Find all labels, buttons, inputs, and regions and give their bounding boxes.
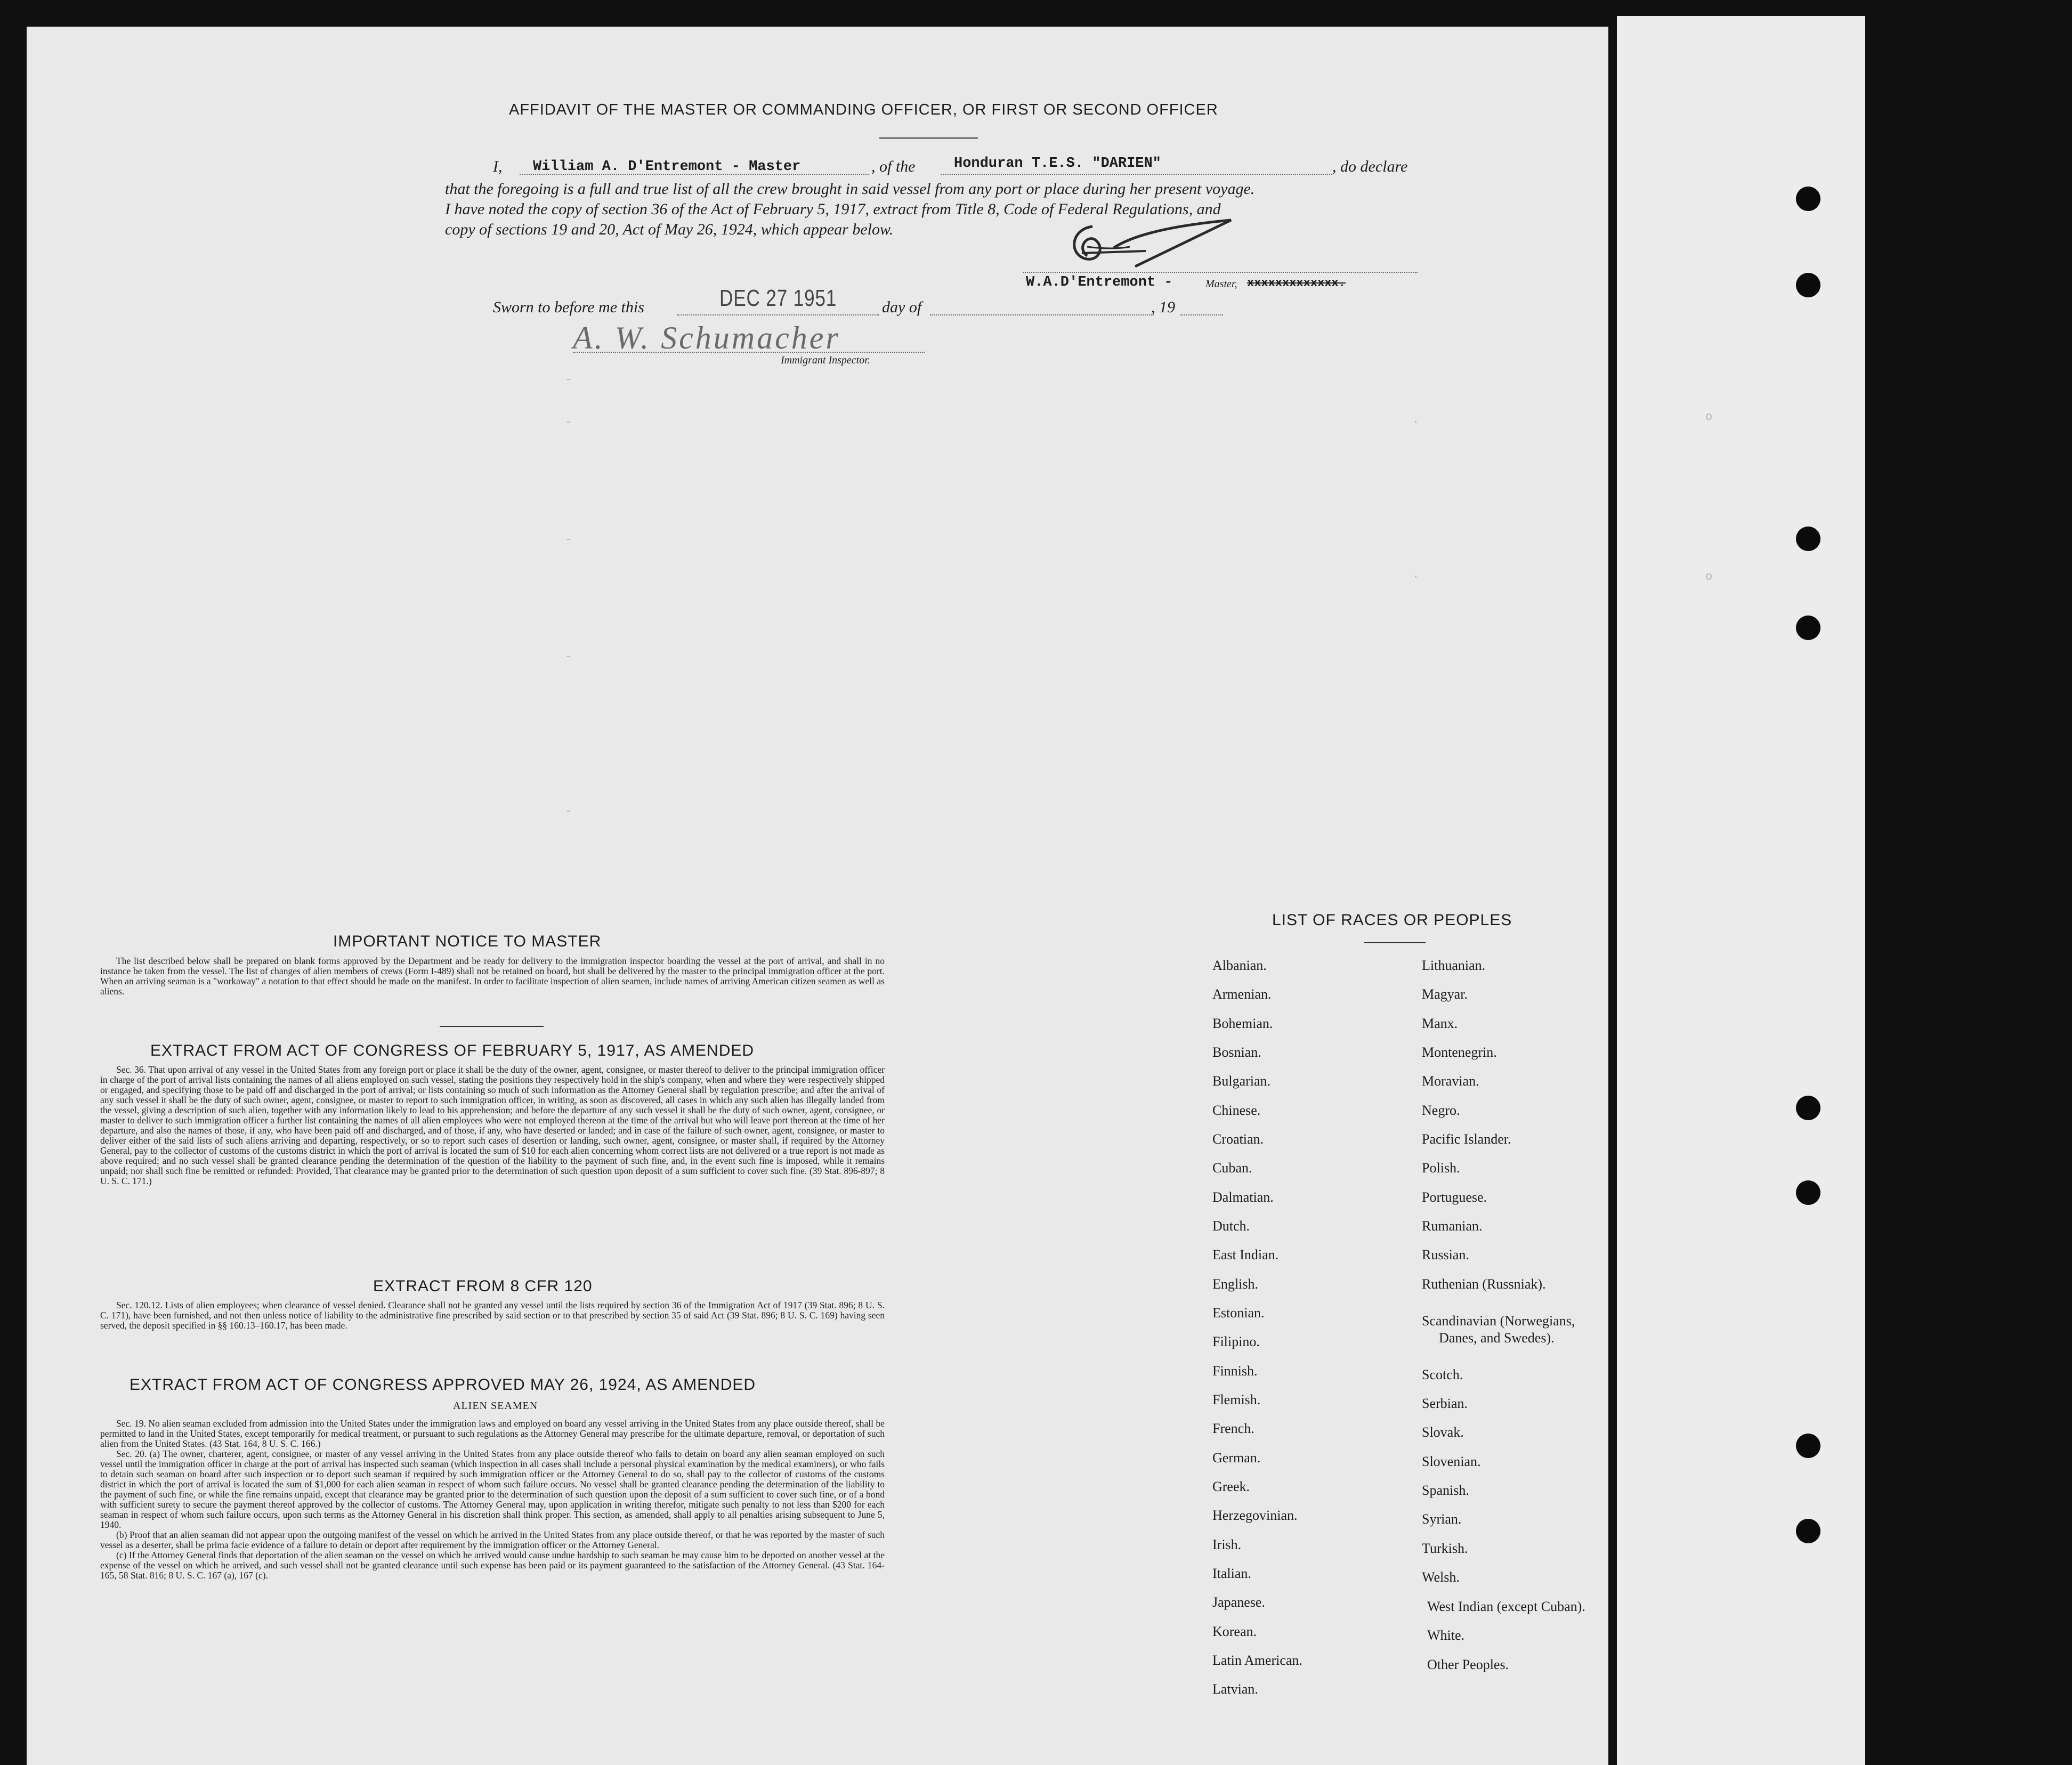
race-item: Rumanian. <box>1422 1218 1483 1234</box>
race-item: Herzegovinian. <box>1212 1508 1298 1523</box>
race-item: Lithuanian. <box>1422 958 1486 973</box>
affidavit-prefix: I, <box>493 158 503 175</box>
declare-text: , do declare <box>1332 158 1408 175</box>
notice-heading: IMPORTANT NOTICE TO MASTER <box>333 933 602 950</box>
race-item: Latin American. <box>1212 1653 1302 1668</box>
race-item: Syrian. <box>1422 1511 1462 1527</box>
race-item: Dutch. <box>1212 1218 1250 1234</box>
section-19-paragraph: Sec. 19. No alien seaman excluded from admission into the United States under the immigration laws and employed on board any vessel arriving in the United States from any place outside thereof, shall be permitted to land in the United States, except temporarily for medical treatment, or pursuant to such regulations as the Attorney General may prescribe for the ultimate departure, removal, or deportation of such alien from the United States. (43 Stat. 164, 8 U. S. C. 166.) <box>100 1418 885 1449</box>
race-item: Filipino. <box>1212 1334 1260 1349</box>
race-item: Magyar. <box>1422 986 1468 1002</box>
inspector-signature: A. W. Schumacher <box>573 320 840 355</box>
races-heading: LIST OF RACES OR PEOPLES <box>1272 911 1512 929</box>
race-item: East Indian. <box>1212 1247 1279 1262</box>
punch-hole <box>1796 1434 1820 1458</box>
race-item: Turkish. <box>1422 1541 1468 1556</box>
sworn-text: Sworn to before me this <box>493 298 644 316</box>
race-item: Flemish. <box>1212 1392 1261 1407</box>
race-item: Other Peoples. <box>1427 1657 1509 1672</box>
bleed-through-mark: o <box>1705 410 1713 424</box>
punch-hole <box>1796 273 1820 297</box>
bleed-through-mark: o <box>1705 570 1713 584</box>
section-divider <box>440 1026 544 1027</box>
inspector-title: Immigrant Inspector. <box>781 354 870 366</box>
race-item: Bosnian. <box>1212 1045 1261 1060</box>
vessel-underline <box>941 174 1332 175</box>
punch-hole <box>1796 187 1820 211</box>
inspector-line <box>573 352 925 353</box>
year-text: , 19 <box>1151 298 1175 316</box>
extract-1917-heading: EXTRACT FROM ACT OF CONGRESS OF FEBRUARY 5, 1917, AS AMENDED <box>150 1042 755 1059</box>
race-item: Scandinavian (Norwegians, <box>1422 1313 1575 1329</box>
race-item: Russian. <box>1422 1247 1469 1262</box>
punch-hole <box>1796 1096 1820 1120</box>
race-item: Serbian. <box>1422 1396 1468 1411</box>
extract-cfr-heading: EXTRACT FROM 8 CFR 120 <box>373 1277 593 1295</box>
races-heading-rule <box>1364 942 1426 943</box>
bleed-through-mark: · <box>1412 570 1420 584</box>
race-item: Slovak. <box>1422 1424 1464 1440</box>
race-item: Korean. <box>1212 1624 1257 1639</box>
race-item: Cuban. <box>1212 1160 1252 1176</box>
page-edge-strip <box>1617 16 1865 1765</box>
heading-rule <box>879 137 978 139</box>
notice-paragraph: The list described below shall be prepared on blank forms approved by the Department and be ready for delivery to the immigration inspector boarding the vessel at the port of arrival, and shall in no instance be taken from the vessel. The list of changes of alien members of crews (Form I-489) shall not be retained on board, but shall be delivered by the master to the principal immigration officer at the port. When an arriving seaman is a "workaway" a notation to that effect should be made on the manifest. In order to facilitate inspection of alien seamen, include names of arriving American citizen seamen as well as aliens. <box>100 956 885 997</box>
signature-line <box>1023 272 1418 273</box>
affidavit-line-2: that the foregoing is a full and true list of all the crew brought in said vessel from any port or place during her present voyage. <box>445 180 1255 198</box>
bleed-through-mark: · <box>1412 416 1420 429</box>
race-item: Scotch. <box>1422 1367 1463 1382</box>
extract-1924-heading: EXTRACT FROM ACT OF CONGRESS APPROVED MAY 26, 1924, AS AMENDED <box>130 1376 756 1394</box>
race-item: West Indian (except Cuban). <box>1427 1599 1585 1614</box>
alien-seamen-subheading: ALIEN SEAMEN <box>453 1400 538 1412</box>
race-item: Montenegrin. <box>1422 1045 1497 1060</box>
bleed-through-mark: - <box>565 650 572 663</box>
race-item: Slovenian. <box>1422 1454 1481 1469</box>
extract-1924-body <box>100 1419 885 1581</box>
affidavit-line-4: copy of sections 19 and 20, Act of May 26, 1924, which appear below. <box>445 221 894 238</box>
date-stamp: DEC 27 1951 <box>719 285 837 311</box>
race-item: Dalmatian. <box>1212 1189 1274 1205</box>
race-item: Danes, and Swedes). <box>1439 1330 1555 1346</box>
name-underline <box>520 174 869 175</box>
year-underline <box>1180 314 1223 315</box>
struck-title: xxxxxxxxxxxxx. <box>1247 277 1346 290</box>
signatory-title: Master, <box>1205 278 1237 290</box>
race-item: Italian. <box>1212 1566 1251 1581</box>
race-item: Estonian. <box>1212 1305 1265 1321</box>
race-item: Manx. <box>1422 1016 1458 1031</box>
section-20b-paragraph: (b) Proof that an alien seaman did not appear upon the outgoing manifest of the vessel on which he arrived in the United States from any place outside thereof, or that he was reported by the master of such vessel as a deserter, shall be prima facie evidence of a failure to detain or deport after requirement by the immigration officer or the Attorney General. <box>100 1529 885 1550</box>
punch-hole <box>1796 1180 1820 1205</box>
cfr-paragraph: Sec. 120.12. Lists of alien employees; when clearance of vessel denied. Clearance shall not be granted any vessel until the lists required by section 36 of the Immigration Act of 1917 (39 Stat. 896; 8 U. S. C. 171), have been furnished, and not then unless notice of liability to the administrative fine prescribed by said section or to that prescribed by section 35 of said Act (39 Stat. 896; 8 U. S. C. 169) having seen served, the deposit specified in §§ 160.13–160.17, has been made. <box>100 1300 885 1331</box>
race-item: Spanish. <box>1422 1483 1469 1498</box>
day-underline <box>677 314 879 315</box>
month-underline <box>930 314 1154 315</box>
race-item: Ruthenian (Russniak). <box>1422 1276 1546 1292</box>
race-item: Greek. <box>1212 1479 1250 1494</box>
race-item: Welsh. <box>1422 1569 1460 1585</box>
extract-1917-body <box>100 1065 885 1186</box>
race-item: Finnish. <box>1212 1363 1258 1379</box>
master-signature-icon <box>1055 216 1236 274</box>
section-20a-paragraph: Sec. 20. (a) The owner, charterer, agent, consignee, or master of any vessel arriving in the United States from any place outside thereof who fails to detain on board any alien seaman employed on such vessel until the immigration officer in charge at the port of arrival has inspected such seaman (which inspection in all cases shall include a personal physical examination by the medical examiners), or who fails to detain such seaman on board after such inspection or to deport such seaman if required by such immigration officer or the Attorney General to do so, shall pay to the collector of customs of the customs district in which the port of arrival is located the sum of $1,000 for each alien seaman in respect of whom such failure occurs. No vessel shall be granted clearance pending the determination of the liability to the payment of such fine, or while the fine remains unpaid, except that clearance may be granted prior to the determination of such question upon the deposit of a sum sufficient to cover such fine, or of a bond with sufficient surety to secure the payment thereof approved by the collector of customs. The Attorney General may, upon application in writing therefor, mitigate such penalty to not less than $200 for each seaman in respect of whom such failure occurs, upon such terms as the Attorney General in his discretion shall think proper. This section, as amended, shall apply to all penalties arising subsequent to June 5, 1940. <box>100 1448 885 1530</box>
affidavit-line-3: I have noted the copy of section 36 of the Act of February 5, 1917, extract from Title 8, Code of Federal Regulations, and <box>445 200 1221 218</box>
bleed-through-mark: - <box>565 416 572 429</box>
punch-hole <box>1796 616 1820 640</box>
affidavit-line-1 <box>493 158 503 176</box>
punch-hole <box>1796 1519 1820 1543</box>
race-item: Bulgarian. <box>1212 1073 1271 1089</box>
race-item: White. <box>1427 1628 1465 1643</box>
race-item: Bohemian. <box>1212 1016 1273 1031</box>
race-item: German. <box>1212 1450 1261 1466</box>
race-item: French. <box>1212 1421 1254 1436</box>
race-item: Pacific Islander. <box>1422 1131 1511 1147</box>
bleed-through-mark: - <box>565 533 572 546</box>
punch-hole <box>1796 527 1820 551</box>
bleed-through-mark: - <box>565 805 572 818</box>
affidavit-heading: AFFIDAVIT OF THE MASTER OR COMMANDING OFFICER, OR FIRST OR SECOND OFFICER <box>509 101 1218 118</box>
race-item: Polish. <box>1422 1160 1460 1176</box>
race-item: Croatian. <box>1212 1131 1264 1147</box>
signatory-typed: W.A.D'Entremont - <box>1026 274 1173 290</box>
of-the-text: , of the <box>871 158 916 175</box>
race-item: Moravian. <box>1422 1073 1479 1089</box>
race-item: Albanian. <box>1212 958 1267 973</box>
master-name: William A. D'Entremont - Master <box>533 159 801 175</box>
race-item: Japanese. <box>1212 1594 1265 1610</box>
race-item: Irish. <box>1212 1537 1242 1552</box>
race-item: English. <box>1212 1276 1258 1292</box>
section-36-paragraph: Sec. 36. That upon arrival of any vessel in the United States from any foreign port or place it shall be the duty of the owner, agent, consignee, or master thereof to deliver to the principal immigration officer in charge of the port of arrival lists containing the names of all aliens employed on such vessel, stating the positions they respectively hold in the ship's company, when and where they were respectively shipped or engaged, and specifying those to be paid off and discharged in the port of arrival; or lists containing so much of such information as the Attorney General shall by regulation prescribe; and after the arrival of any such vessel it shall be the duty of such owner, agent, consignee, or master to report to such immigration officer, in writing, as soon as discovered, all cases in which any such alien has illegally landed from the vessel, giving a description of such alien, together with any information likely to lead to his apprehension; and before the departure of any such vessel it shall be the duty of such owner, agent, consignee, or master to deliver to such immigration officer a further list containing the names of all alien employees who were not employed thereon at the time of the arrival but who will leave port thereon at the time of her departure, and also the names of those, if any, who have been paid off and discharged, and of those, if any, who have deserted or landed; and in case of the failure of such owner, agent, consignee, or master to deliver either of the said lists of such aliens arriving and departing, respectively, or so to report such cases of desertion or landing, such owner, agent, consignee, or master shall, if required by the Attorney General, pay to the collector of customs of the customs district in which the port of arrival is located the sum of $10 for each alien concerning whom correct lists are not delivered or a true report is not made as above required; and no such vessel shall be granted clearance pending the determination of the question of the liability to the payment of such fine, and, in the event such fine is imposed, while it remains unpaid; nor shall such fine be remitted or refunded: Provided, That clearance may be granted prior to the determination of such question upon deposit of a sum sufficient to cover such fine. (39 Stat. 896-897; 8 U. S. C. 171.) <box>100 1064 885 1186</box>
race-item: Latvian. <box>1212 1681 1258 1697</box>
race-item: Portuguese. <box>1422 1189 1487 1205</box>
notice-body <box>100 956 885 997</box>
extract-cfr-body <box>100 1300 885 1331</box>
race-item: Chinese. <box>1212 1103 1261 1118</box>
race-item: Negro. <box>1422 1103 1460 1118</box>
race-item: Armenian. <box>1212 986 1272 1002</box>
day-of-text: day of <box>882 298 922 316</box>
bleed-through-mark: - <box>565 373 572 386</box>
vessel-name: Honduran T.E.S. "DARIEN" <box>954 156 1161 172</box>
section-20c-paragraph: (c) If the Attorney General finds that deportation of the alien seaman on the vessel on which he arrived would cause undue hardship to such seaman he may cause him to be deported on another vessel at the expense of the vessel on which he arrived, and such vessel shall not be granted clearance until such expense has been paid or its payment guaranteed to the satisfaction of the Attorney General. (43 Stat. 164-165, 58 Stat. 816; 8 U. S. C. 167 (a), 167 (c). <box>100 1550 885 1581</box>
